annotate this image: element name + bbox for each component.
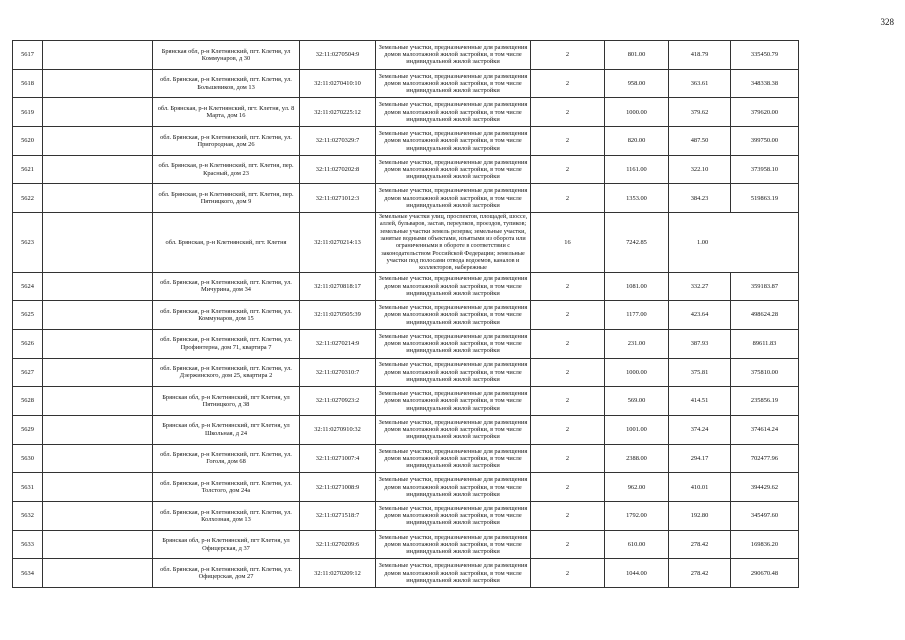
blank-cell xyxy=(43,272,153,301)
cadastral-value-cell: 375810.00 xyxy=(731,358,799,387)
specific-value-cell: 375.81 xyxy=(669,358,731,387)
blank-cell xyxy=(43,213,153,272)
table-row xyxy=(13,184,892,213)
area-cell: 820.00 xyxy=(605,127,669,156)
area-cell: 2388.00 xyxy=(605,444,669,473)
specific-value-cell: 332.27 xyxy=(669,272,731,301)
table-row xyxy=(13,272,892,301)
cadastral-value-cell: 1.00 xyxy=(669,213,799,272)
blank-cell xyxy=(43,329,153,358)
row-number: 5626 xyxy=(13,329,43,358)
address-cell: Брянская обл, р-н Клетнянский, пгт. Клетня, ул Коммунаров, д 30 xyxy=(153,41,300,70)
table-row xyxy=(13,69,892,98)
address-cell: обл. Брянская, р-н Клетнянский, пгт. Клетня, ул. Профинтерна, дом 71, квартира 7 xyxy=(153,329,300,358)
area-cell: 962.00 xyxy=(605,473,669,502)
row-number: 5619 xyxy=(13,98,43,127)
category-code-cell: 2 xyxy=(531,559,605,588)
land-use-cell: Земельные участки, предназначенные для размещения домов малоэтажной жилой застройки, в том числе индивидуальной жилой застройки xyxy=(376,530,531,559)
specific-value-cell: 322.10 xyxy=(669,155,731,184)
land-use-cell: Земельные участки, предназначенные для размещения домов малоэтажной жилой застройки, в том числе индивидуальной жилой застройки xyxy=(376,155,531,184)
category-code-cell: 16 xyxy=(531,213,605,272)
address-cell: обл. Брянская, р-н Клетнянский, пгт. Клетня, ул. Гоголя, дом 68 xyxy=(153,444,300,473)
cadastral-value-cell: 290670.48 xyxy=(731,559,799,588)
address-cell: обл. Брянская, р-н Клетнянский, пгт. Клетня, ул. Колхозная, дом 13 xyxy=(153,502,300,531)
address-cell: Брянская обл, р-н Клетнянский, пгт Клетня, ул Пятницкого, д 38 xyxy=(153,387,300,416)
cadastral-number-cell: 32:11:0271007:4 xyxy=(300,444,376,473)
table-row xyxy=(13,502,892,531)
specific-value-cell: 423.64 xyxy=(669,301,731,330)
blank-cell xyxy=(43,530,153,559)
cadastral-value-cell: 519863.19 xyxy=(731,184,799,213)
land-use-cell: Земельные участки, предназначенные для размещения домов малоэтажной жилой застройки, в том числе индивидуальной жилой застройки xyxy=(376,69,531,98)
specific-value-cell: 410.01 xyxy=(669,473,731,502)
cadastral-value-cell: 373958.10 xyxy=(731,155,799,184)
category-code-cell: 2 xyxy=(531,155,605,184)
blank-cell xyxy=(43,127,153,156)
row-number: 5622 xyxy=(13,184,43,213)
cadastral-value-cell: 348338.38 xyxy=(731,69,799,98)
cadastral-number-cell: 32:11:0270818:17 xyxy=(300,272,376,301)
land-use-cell: Земельные участки, предназначенные для размещения домов малоэтажной жилой застройки, в том числе индивидуальной жилой застройки xyxy=(376,127,531,156)
cadastral-value-cell: 345497.60 xyxy=(731,502,799,531)
area-cell: 1353.00 xyxy=(605,184,669,213)
category-code-cell: 2 xyxy=(531,301,605,330)
specific-value-cell: 384.23 xyxy=(669,184,731,213)
address-cell: обл. Брянская, р-н Клетнянский, пгт. Клетня, ул. Офицерская, дом 27 xyxy=(153,559,300,588)
area-cell: 1081.00 xyxy=(605,272,669,301)
table-row xyxy=(13,127,892,156)
address-cell: обл. Брянская, р-н Клетнянский, пгт. Клетня, ул. Пригородная, дом 26 xyxy=(153,127,300,156)
address-cell: обл. Брянская, р-н Клетнянский, пгт. Клетня, пер. Пятницкого, дом 9 xyxy=(153,184,300,213)
row-number: 5620 xyxy=(13,127,43,156)
cadastral-value-cell: 359183.87 xyxy=(731,272,799,301)
land-use-cell: Земельные участки, предназначенные для размещения домов малоэтажной жилой застройки, в том числе индивидуальной жилой застройки xyxy=(376,444,531,473)
cadastral-number-cell: 32:11:0270910:32 xyxy=(300,415,376,444)
blank-cell xyxy=(43,387,153,416)
cadastral-value-cell: 335450.79 xyxy=(731,41,799,70)
cadastral-number-cell: 32:11:0270225:12 xyxy=(300,98,376,127)
address-cell: обл. Брянская, р-н Клетнянский, пгт. Клетня, ул. Толстого, дом 24а xyxy=(153,473,300,502)
blank-cell xyxy=(43,358,153,387)
area-cell: 1000.00 xyxy=(605,358,669,387)
cadastral-number-cell: 32:11:0271008:9 xyxy=(300,473,376,502)
category-code-cell: 2 xyxy=(531,473,605,502)
blank-cell xyxy=(43,41,153,70)
row-number: 5634 xyxy=(13,559,43,588)
address-cell: Брянская обл, р-н Клетнянский, пгт Клетня, ул Школьная, д 24 xyxy=(153,415,300,444)
land-use-cell: Земельные участки, предназначенные для размещения домов малоэтажной жилой застройки, в том числе индивидуальной жилой застройки xyxy=(376,272,531,301)
row-number: 5623 xyxy=(13,213,43,272)
page-number: 328 xyxy=(880,17,894,27)
land-use-cell: Земельные участки, предназначенные для размещения домов малоэтажной жилой застройки, в том числе индивидуальной жилой застройки xyxy=(376,301,531,330)
blank-cell xyxy=(43,473,153,502)
blank-cell xyxy=(43,444,153,473)
land-use-cell: Земельные участки, предназначенные для размещения домов малоэтажной жилой застройки, в том числе индивидуальной жилой застройки xyxy=(376,415,531,444)
category-code-cell: 2 xyxy=(531,387,605,416)
address-cell: Брянская обл, р-н Клетнянский, пгт Клетня, ул Офицерская, д 37 xyxy=(153,530,300,559)
specific-value-cell: 363.61 xyxy=(669,69,731,98)
row-number: 5628 xyxy=(13,387,43,416)
specific-value-cell: 379.62 xyxy=(669,98,731,127)
specific-value-cell: 278.42 xyxy=(669,559,731,588)
blank-cell xyxy=(43,69,153,98)
cadastral-value-cell: 374614.24 xyxy=(731,415,799,444)
specific-value-cell: 418.79 xyxy=(669,41,731,70)
row-number: 5632 xyxy=(13,502,43,531)
table-row xyxy=(13,559,892,588)
cadastral-value-cell: 89611.83 xyxy=(731,329,799,358)
area-cell: 231.00 xyxy=(605,329,669,358)
cadastral-value-cell: 498624.28 xyxy=(731,301,799,330)
cadastral-number-cell: 32:11:0270505:39 xyxy=(300,301,376,330)
blank-cell xyxy=(43,301,153,330)
address-cell: обл. Брянская, р-н Клетнянский, пгт. Клетня, ул. Мичурина, дом 34 xyxy=(153,272,300,301)
table-row xyxy=(13,155,892,184)
row-number: 5630 xyxy=(13,444,43,473)
blank-cell xyxy=(43,559,153,588)
cadastral-number-cell: 32:11:0270410:10 xyxy=(300,69,376,98)
category-code-cell: 2 xyxy=(531,127,605,156)
land-use-cell: Земельные участки, предназначенные для размещения домов малоэтажной жилой застройки, в том числе индивидуальной жилой застройки xyxy=(376,358,531,387)
row-number: 5629 xyxy=(13,415,43,444)
area-cell: 1792.00 xyxy=(605,502,669,531)
area-cell: 569.00 xyxy=(605,387,669,416)
category-code-cell: 2 xyxy=(531,444,605,473)
land-use-cell: Земельные участки, предназначенные для размещения домов малоэтажной жилой застройки, в том числе индивидуальной жилой застройки xyxy=(376,98,531,127)
cadastral-number-cell: 32:11:0270329:7 xyxy=(300,127,376,156)
area-cell: 1177.00 xyxy=(605,301,669,330)
row-number: 5618 xyxy=(13,69,43,98)
specific-value-cell: 294.17 xyxy=(669,444,731,473)
category-code-cell: 2 xyxy=(531,415,605,444)
row-number: 5621 xyxy=(13,155,43,184)
land-use-cell: Земельные участки, предназначенные для размещения домов малоэтажной жилой застройки, в том числе индивидуальной жилой застройки xyxy=(376,329,531,358)
category-code-cell: 2 xyxy=(531,272,605,301)
table-row xyxy=(13,444,892,473)
table-row xyxy=(13,329,892,358)
category-code-cell: 2 xyxy=(531,329,605,358)
table-row xyxy=(13,41,892,70)
address-cell: обл. Брянская, р-н Клетнянский, пгт. Клетня, пер. Красный, дом 23 xyxy=(153,155,300,184)
table-body xyxy=(13,41,892,588)
cadastral-value-cell: 235856.19 xyxy=(731,387,799,416)
table-row xyxy=(13,358,892,387)
cadastral-value-cell: 169836.20 xyxy=(731,530,799,559)
table-row xyxy=(13,213,892,272)
area-cell: 801.00 xyxy=(605,41,669,70)
area-cell: 1044.00 xyxy=(605,559,669,588)
area-cell: 610.00 xyxy=(605,530,669,559)
category-code-cell: 2 xyxy=(531,184,605,213)
area-cell: 1000.00 xyxy=(605,98,669,127)
specific-value-cell: 387.93 xyxy=(669,329,731,358)
area-cell: 1001.00 xyxy=(605,415,669,444)
cadastral-value-cell: 399750.00 xyxy=(731,127,799,156)
category-code-cell: 2 xyxy=(531,98,605,127)
cadastral-number-cell: 32:11:0270209:6 xyxy=(300,530,376,559)
blank-cell xyxy=(43,98,153,127)
table-row xyxy=(13,530,892,559)
area-cell: 958.00 xyxy=(605,69,669,98)
specific-value-cell: 414.51 xyxy=(669,387,731,416)
land-use-cell: Земельные участки, предназначенные для размещения домов малоэтажной жилой застройки, в том числе индивидуальной жилой застройки xyxy=(376,387,531,416)
row-number: 5631 xyxy=(13,473,43,502)
specific-value-cell: 278.42 xyxy=(669,530,731,559)
table-row xyxy=(13,98,892,127)
category-code-cell: 2 xyxy=(531,69,605,98)
cadastral-value-table xyxy=(12,40,892,588)
land-use-cell: Земельные участки, предназначенные для размещения домов малоэтажной жилой застройки, в том числе индивидуальной жилой застройки xyxy=(376,473,531,502)
blank-cell xyxy=(43,502,153,531)
area-cell: 7242.85 xyxy=(605,213,669,272)
cadastral-value-cell: 394429.62 xyxy=(731,473,799,502)
cadastral-number-cell: 32:11:0270923:2 xyxy=(300,387,376,416)
cadastral-value-cell: 702477.96 xyxy=(731,444,799,473)
cadastral-number-cell: 32:11:0270504:9 xyxy=(300,41,376,70)
cadastral-number-cell: 32:11:0271012:3 xyxy=(300,184,376,213)
land-use-cell: Земельные участки, предназначенные для размещения домов малоэтажной жилой застройки, в том числе индивидуальной жилой застройки xyxy=(376,41,531,70)
row-number: 5617 xyxy=(13,41,43,70)
area-cell: 1161.00 xyxy=(605,155,669,184)
land-use-cell: Земельные участки улиц, проспектов, площадей, шоссе, аллей, бульваров, застав, переулков, проездов, тупиков; земельные участки земель резерва; земельные участки, занятые водными объектами, изъятыми из оборота или ограниченными в обороте в соответствии с законодательством Российской Федерации; земельные участки под полосами отвода водоемов, каналов и коллекторов, набережные xyxy=(376,213,531,272)
cadastral-number-cell: 32:11:0270214:9 xyxy=(300,329,376,358)
address-cell: обл. Брянская, р-н Клетнянский, пгт. Клетня, ул. Большевиков, дом 13 xyxy=(153,69,300,98)
specific-value-cell: 374.24 xyxy=(669,415,731,444)
blank-cell xyxy=(43,184,153,213)
category-code-cell: 2 xyxy=(531,502,605,531)
cadastral-number-cell: 32:11:0270310:7 xyxy=(300,358,376,387)
address-cell: обл. Брянская, р-н Клетнянский, пгт. Клетня, ул. 8 Марта, дом 16 xyxy=(153,98,300,127)
row-number: 5627 xyxy=(13,358,43,387)
specific-value-cell: 192.80 xyxy=(669,502,731,531)
row-number: 5633 xyxy=(13,530,43,559)
row-number: 5625 xyxy=(13,301,43,330)
land-use-cell: Земельные участки, предназначенные для размещения домов малоэтажной жилой застройки, в том числе индивидуальной жилой застройки xyxy=(376,502,531,531)
land-use-cell: Земельные участки, предназначенные для размещения домов малоэтажной жилой застройки, в том числе индивидуальной жилой застройки xyxy=(376,184,531,213)
blank-cell xyxy=(43,415,153,444)
address-cell: обл. Брянская, р-н Клетнянский, пгт. Клетня xyxy=(153,213,300,272)
cadastral-number-cell: 32:11:0270209:12 xyxy=(300,559,376,588)
blank-cell xyxy=(43,155,153,184)
address-cell: обл. Брянская, р-н Клетнянский, пгт. Клетня, ул. Коммунаров, дом 15 xyxy=(153,301,300,330)
land-use-cell: Земельные участки, предназначенные для размещения домов малоэтажной жилой застройки, в том числе индивидуальной жилой застройки xyxy=(376,559,531,588)
address-cell: обл. Брянская, р-н Клетнянский, пгт. Клетня, ул. Дзержинского, дом 25, квартира 2 xyxy=(153,358,300,387)
category-code-cell: 2 xyxy=(531,358,605,387)
table-row xyxy=(13,387,892,416)
cadastral-number-cell: 32:11:0270202:8 xyxy=(300,155,376,184)
category-code-cell: 2 xyxy=(531,530,605,559)
cadastral-number-cell: 32:11:0271518:7 xyxy=(300,502,376,531)
category-code-cell: 2 xyxy=(531,41,605,70)
table-row xyxy=(13,473,892,502)
table-row xyxy=(13,301,892,330)
cadastral-number-cell: 32:11:0270214:13 xyxy=(300,213,376,272)
row-number: 5624 xyxy=(13,272,43,301)
specific-value-cell: 487.50 xyxy=(669,127,731,156)
table-row xyxy=(13,415,892,444)
cadastral-value-cell: 379620.00 xyxy=(731,98,799,127)
